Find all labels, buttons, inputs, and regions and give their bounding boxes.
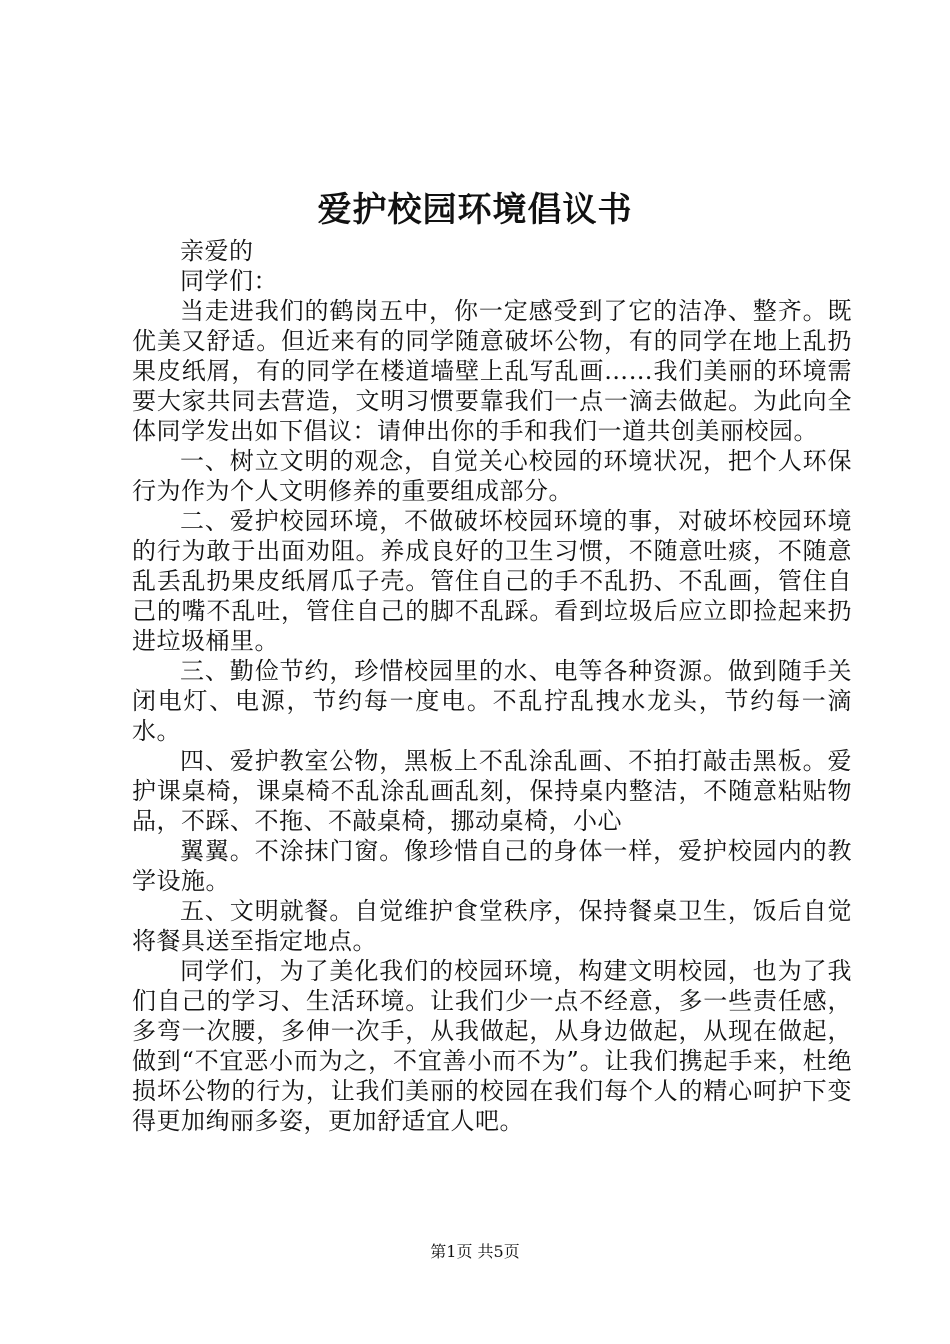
salutation-line-1: 亲爱的 (180, 237, 254, 265)
document-body (132, 236, 852, 1136)
page-footer: 第1页 共5页 (430, 1242, 520, 1261)
proposal-item-5: 五、文明就餐。自觉维护食堂秩序，保持餐桌卫生，饭后自觉将餐具送至指定地点。 (132, 897, 852, 955)
closing-paragraph: 同学们，为了美化我们的校园环境，构建文明校园，也为了我们自己的学习、生活环境。让我们少一点不经意，多一些责任感，多弯一次腰，多伸一次手，从我做起，从身边做起，从现在做起，做到“不宜恶小而为之，不宜善小而不为”。让我们携起手来，杜绝损坏公物的行为，让我们美丽的校园在我们每个人的精心呵护下变得更加绚丽多姿，更加舒适宜人吧。 (132, 957, 852, 1135)
proposal-item-3: 三、勤俭节约，珍惜校园里的水、电等各种资源。做到随手关闭电灯、电源，节约每一度电。不乱拧乱拽水龙头，节约每一滴水。 (132, 657, 852, 745)
intro-paragraph: 当走进我们的鹤岗五中，你一定感受到了它的洁净、整齐。既优美又舒适。但近来有的同学随意破坏公物，有的同学在地上乱扔果皮纸屑，有的同学在楼道墙壁上乱写乱画……我们美丽的环境需要大家共同去营造，文明习惯要靠我们一点一滴去做起。为此向全体同学发出如下倡议：请伸出你的手和我们一道共创美丽校园。 (132, 297, 852, 445)
proposal-item-4-continued: 翼翼。不涂抹门窗。像珍惜自己的身体一样，爱护校园内的教学设施。 (132, 837, 852, 895)
proposal-item-4: 四、爱护教室公物，黑板上不乱涂乱画、不拍打敲击黑板。爱护课桌椅，课桌椅不乱涂乱画乱刻，保持桌内整洁，不随意粘贴物品，不踩、不拖、不敲桌椅，挪动桌椅，小心 (132, 747, 852, 835)
salutation-line-2: 同学们： (180, 267, 278, 295)
proposal-item-1: 一、树立文明的观念，自觉关心校园的环境状况，把个人环保行为作为个人文明修养的重要组成部分。 (132, 447, 852, 505)
document-title: 爱护校园环境倡议书 (317, 190, 633, 230)
proposal-item-2: 二、爱护校园环境，不做破坏校园环境的事，对破坏校园环境的行为敢于出面劝阻。养成良好的卫生习惯，不随意吐痰，不随意乱丢乱扔果皮纸屑瓜子壳。管住自己的手不乱扔、不乱画，管住自己的嘴不乱吐，管住自己的脚不乱踩。看到垃圾后应立即捡起来扔进垃圾桶里。 (132, 507, 852, 655)
